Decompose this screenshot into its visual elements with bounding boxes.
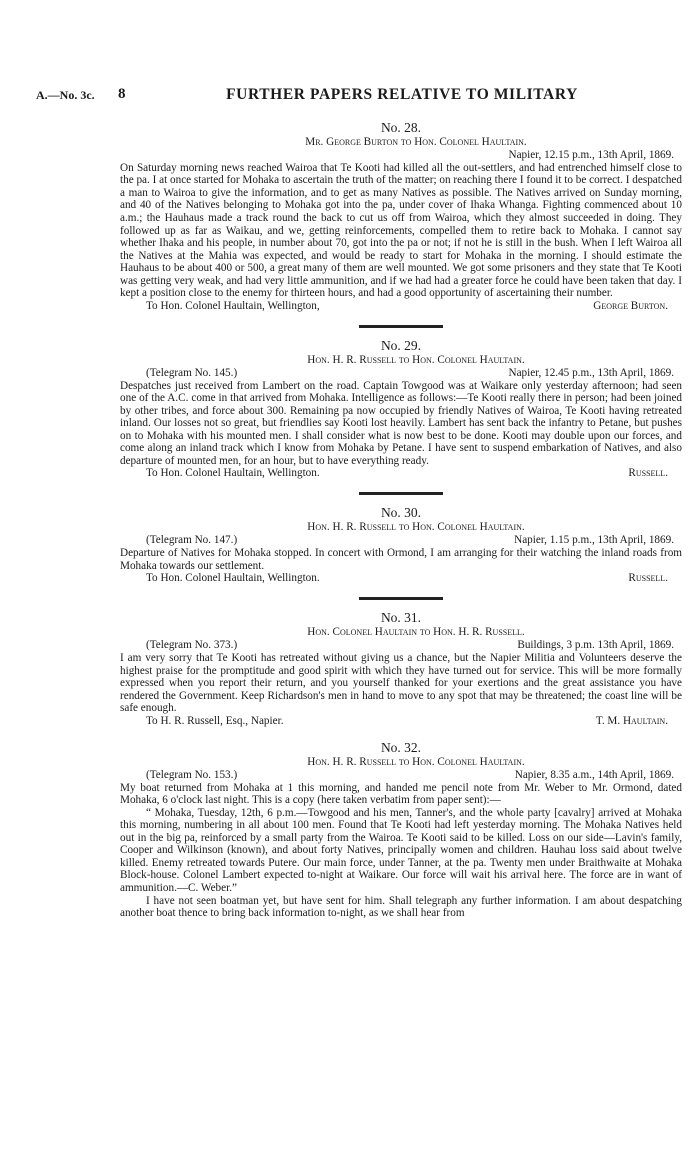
page-number: 8 xyxy=(118,86,126,102)
letter-number: No. 29. xyxy=(380,337,422,353)
letter-closing xyxy=(120,300,682,313)
letter-from-to: Hon. Colonel Haultain to Hon. H. R. Russell. xyxy=(307,626,525,639)
letter-dateline-row xyxy=(120,769,682,782)
letter-dateline: Buildings, 3 p.m. 13th April, 1869. xyxy=(517,639,674,652)
letter-number: No. 30. xyxy=(380,505,422,521)
telegram-number: (Telegram No. 373.) xyxy=(146,639,238,652)
letter-dateline: Napier, 12.15 p.m., 13th April, 1869. xyxy=(508,149,674,161)
letter-no-30 xyxy=(120,505,682,585)
letter-address: To Hon. Colonel Haultain, Wellington, xyxy=(146,299,320,312)
letter-dateline: Napier, 8.35 a.m., 14th April, 1869. xyxy=(514,768,674,781)
letter-signature: Russell. xyxy=(628,467,668,480)
letter-dateline-row xyxy=(120,534,682,547)
section-divider xyxy=(359,325,443,328)
letter-number: No. 32. xyxy=(380,739,422,755)
telegram-number: (Telegram No. 147.) xyxy=(146,534,238,547)
letter-number: No. 31. xyxy=(380,610,422,626)
letter-no-31 xyxy=(120,610,682,728)
letter-address: To H. R. Russell, Esq., Napier. xyxy=(146,714,284,727)
letter-from-to: Hon. H. R. Russell to Hon. Colonel Haultain. xyxy=(307,521,525,534)
letter-dateline-row xyxy=(120,367,682,380)
letter-no-32 xyxy=(120,740,682,920)
letter-dateline: Napier, 12.45 p.m., 13th April, 1869. xyxy=(508,366,674,379)
letter-paragraph: On Saturday morning news reached Wairoa that Te Kooti had killed all the out-settlers, and had entrenched himself close to the pa. I at once started for Mohaka to ascertain the truth of the matter; on reaching there I found it to be correct. I despatched a man to Wairoa to give the information, and to get as many Natives as possible. The Natives arrived on Sunday morning, and 40 of the Natives belonging to Mohaka got into the pa, under cover of Ihaka Whanga. Fighting commenced about 10 a.m.; the Hauhaus made a track round the back to cut us off from Wairoa, which they almost succeeded in doing. They followed up as far as Waikau, and we, getting reinforcements, compelled them to retire back to Mohaka. I cannot say whether Ihaka and his people, in number about 70, got into the pa or not; if not he is still in the bush. When I left Wairoa all the Natives at the Mahia was expected, and would be ready to start for Mohaka in the morning. I should estimate the Hauhaus to be about 400 or 500, a great many of them are well mounted. We got some prisoners and they state that Te Kooti was getting very weak, and had very little ammunition, and if we had had a greater force he could have been taken that day. I kept a position close to the enemy for thirteen hours, and had a good opportunity of ascertaining their number. xyxy=(120,161,682,300)
letter-from-to: Hon. H. R. Russell to Hon. Colonel Haultain. xyxy=(307,353,525,366)
letter-dateline: Napier, 1.15 p.m., 13th April, 1869. xyxy=(514,534,674,547)
section-spacer xyxy=(120,728,682,736)
section-divider xyxy=(359,492,443,495)
letter-no-29 xyxy=(120,338,682,481)
quoted-note: “ Mohaka, Tuesday, 12th, 6 p.m.—Towgood and his men, Tanner's, and the whole party [cavalry] arrived at Mohaka this morning, numbering in all about 100 men. Found that Te Kooti had left yesterday morning. The Mohaka Natives held out in the big pa, reinforced by a small party from the Wairoa. Te Kooti said to be killed. Loss on our side—Lavin's family, Cooper and Wilkinson (known), and about forty Natives, principally women and children. Hauhau loss said about twelve killed. Enemy retreated towards Putere. Our main force, under Tanner, at the pa. Twenty men under Braithwaite at Mohaka Block-house. Colonel Lambert expected to-night at Waikare. Our force will wait his arrival here. The force are in want of ammunition.—C. Weber.” xyxy=(120,806,682,895)
letter-dateline-row xyxy=(120,149,682,162)
letter-closing xyxy=(120,715,682,728)
running-header xyxy=(36,86,672,108)
letter-closing xyxy=(120,467,682,480)
header-title: FURTHER PAPERS RELATIVE TO MILITARY xyxy=(226,86,578,103)
letter-number: No. 28. xyxy=(380,120,422,135)
letter-closing xyxy=(120,572,682,585)
letter-paragraph: My boat returned from Mohaka at 1 this morning, and handed me pencil note from Mr. Weber to Mr. Ormond, dated Mohaka, 6 o'clock last night. This is a copy (here taken verbatim from paper sent):— xyxy=(120,781,682,807)
letter-paragraph: Despatches just received from Lambert on the road. Captain Towgood was at Waikare only yesterday afternoon; had seen one of the A.C. come in that arrived from Mohaka. Intelligence as follows:—Te Kooti really there in person; had been joined by other tribes, and force about 300. Remaining pa now occupied by friendly Natives of Wairoa, Te Kooti having retreated inland. Our losses not so great, but friendlies say Kooti lost heavily. Lambert has sent back the infantry to Petane, but pushes on to Mohaka with his mounted men. I shall consider what is now best to be done. Kooti may double upon our forces, and come along an inland track which I know from Mohaka by Petane. I have sent to suspend embarkation of Natives, and also departure of mounted men, for an hour, but to have everything ready. xyxy=(120,379,682,467)
letter-from-to: Hon. H. R. Russell to Hon. Colonel Haultain. xyxy=(307,755,525,768)
letter-paragraph: Departure of Natives for Mohaka stopped. In concert with Ormond, I am arranging for their watching the inland roads from Mohaka towards our settlement. xyxy=(120,547,682,572)
header-reference: A.—No. 3c. xyxy=(36,88,95,102)
letter-signature: George Burton. xyxy=(593,299,668,312)
letter-from-to: Mr. George Burton to Hon. Colonel Haultain. xyxy=(305,136,527,148)
letter-dateline-row xyxy=(120,639,682,652)
letter-paragraph: I am very sorry that Te Kooti has retreated without giving us a chance, but the Napier Militia and Volunteers deserve the highest praise for the promptitude and good spirit with which they have turned out for service. This will be more formally expressed when you report their return, and you yourself thanked for your exertions and the great assistance you have rendered the Government. Keep Richardson's men in hand to move to any spot that may be threatened; the coast line will be safe enough. xyxy=(120,652,682,715)
section-divider xyxy=(359,597,443,600)
letter-signature: T. M. Haultain. xyxy=(595,714,668,727)
letter-signature: Russell. xyxy=(628,572,668,585)
telegram-number: (Telegram No. 153.) xyxy=(146,768,238,781)
telegram-number: (Telegram No. 145.) xyxy=(146,366,238,379)
letter-address: To Hon. Colonel Haultain, Wellington. xyxy=(146,572,320,585)
letter-address: To Hon. Colonel Haultain, Wellington. xyxy=(146,467,320,480)
letter-no-28 xyxy=(120,120,682,313)
document-body xyxy=(120,116,682,920)
letter-paragraph: I have not seen boatman yet, but have sent for him. Shall telegraph any further information. I am about despatching another boat thence to bring back information to-night, as we shall hear from xyxy=(120,894,682,920)
